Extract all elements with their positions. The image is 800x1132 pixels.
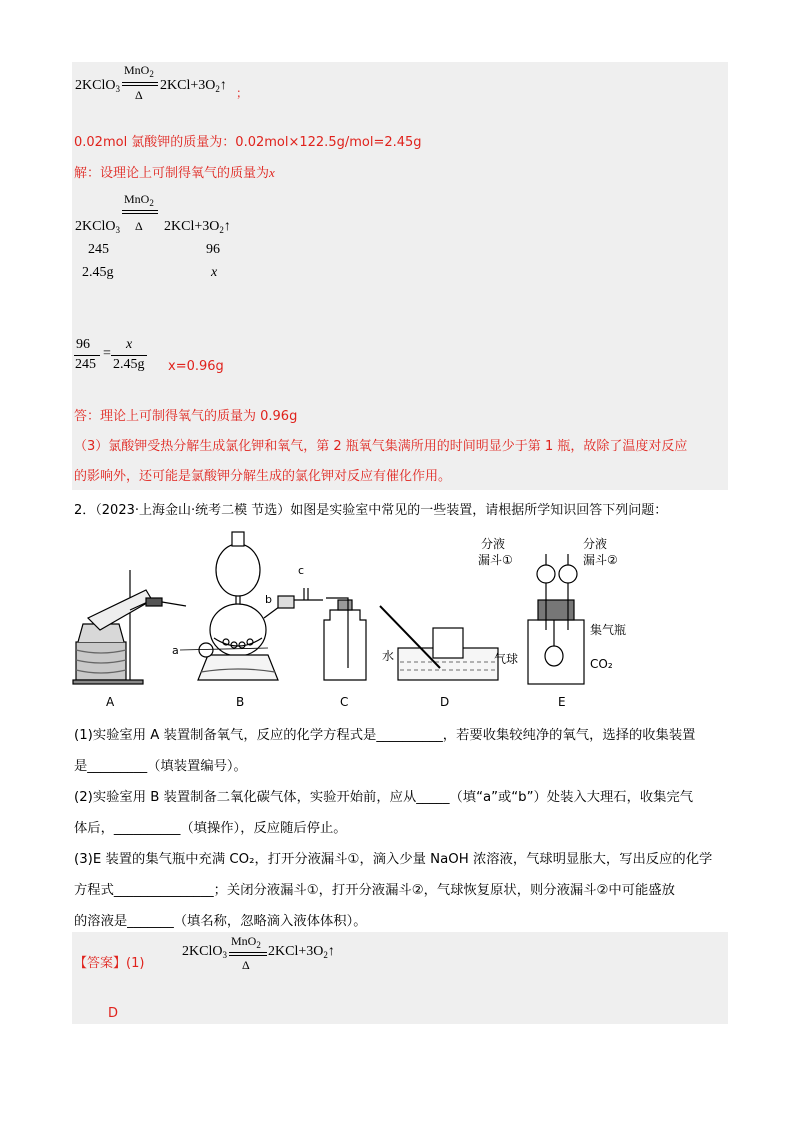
apparatus-c [324,598,366,680]
apparatus-b [180,532,323,680]
label-funnel1-bottom: 漏斗① [478,553,513,567]
solution-intro: 解：设理论上可制得氧气的质量为x [74,165,275,181]
label-apparatus-e: E [558,695,566,709]
part3-line2: 的影响外，还可能是氯酸钾分解生成的氯化钾对反应有催化作用。 [74,469,452,484]
label-co2: CO₂ [590,657,613,671]
label-bottle: 集气瓶 [590,623,627,637]
answer-2-d: D [108,1006,119,1021]
moles-mass-line: 0.02mol 氯酸钾的质量为：0.02mol×122.5g/mol=2.45g [74,135,422,150]
answer-panel-bottom [72,932,728,1024]
question-1-line2: 是_________（填装置编号）。 [74,759,247,774]
question-1-line1: (1)实验室用 A 装置制备氧气，反应的化学方程式是__________，若要收集较纯净的氧气，选择的收集装置 [74,728,696,743]
label-apparatus-a: A [106,695,115,709]
label-apparatus-d: D [440,695,450,709]
label-balloon: 气球 [494,652,519,666]
label-water: 水 [382,649,395,663]
question-3-line2: 方程式_______________；关闭分液漏斗①，打开分液漏斗②，气球恢复原状，则分液漏斗②中可能盛放 [74,883,675,898]
apparatus-a [73,570,186,684]
answer-2-label: 【答案】(1) [74,956,145,971]
part3-line1: （3）氯酸钾受热分解生成氯化钾和氧气，第 2 瓶氧气集满所用的时间明显少于第 1 瓶，故除了温度对反应 [74,439,688,454]
question-3-line1: (3)E 装置的集气瓶中充满 CO₂，打开分液漏斗①，滴入少量 NaOH 浓溶液，气球明显胀大，写出反应的化学 [74,852,713,867]
label-apparatus-b: B [236,695,245,709]
question-2-line2: 体后，__________（填操作），反应随后停止。 [74,821,347,836]
label-b-port: b [265,593,272,606]
question-2-header: 2．（2023·上海金山·统考二模 节选）如图是实验室中常见的一些装置，请根据所学知识回答下列问题： [74,503,668,518]
label-funnel1-top: 分液 [481,537,506,551]
apparatus-d [380,606,498,680]
label-c-port: c [298,564,305,577]
question-3-line3: 的溶液是_______（填名称，忽略滴入液体体积）。 [74,914,367,929]
apparatus-e [528,554,584,684]
apparatus-figure [68,530,628,712]
label-a-port: a [172,644,179,657]
label-apparatus-c: C [340,695,349,709]
label-funnel2-top: 分液 [583,537,608,551]
answer-line: 答：理论上可制得氧气的质量为 0.96g [74,409,298,424]
label-funnel2-bottom: 漏斗② [583,553,618,567]
question-2-line1: (2)实验室用 B 装置制备二氧化碳气体，实验开始前，应从_____（填“a”或“b”）处装入大理石，收集完气 [74,790,694,805]
